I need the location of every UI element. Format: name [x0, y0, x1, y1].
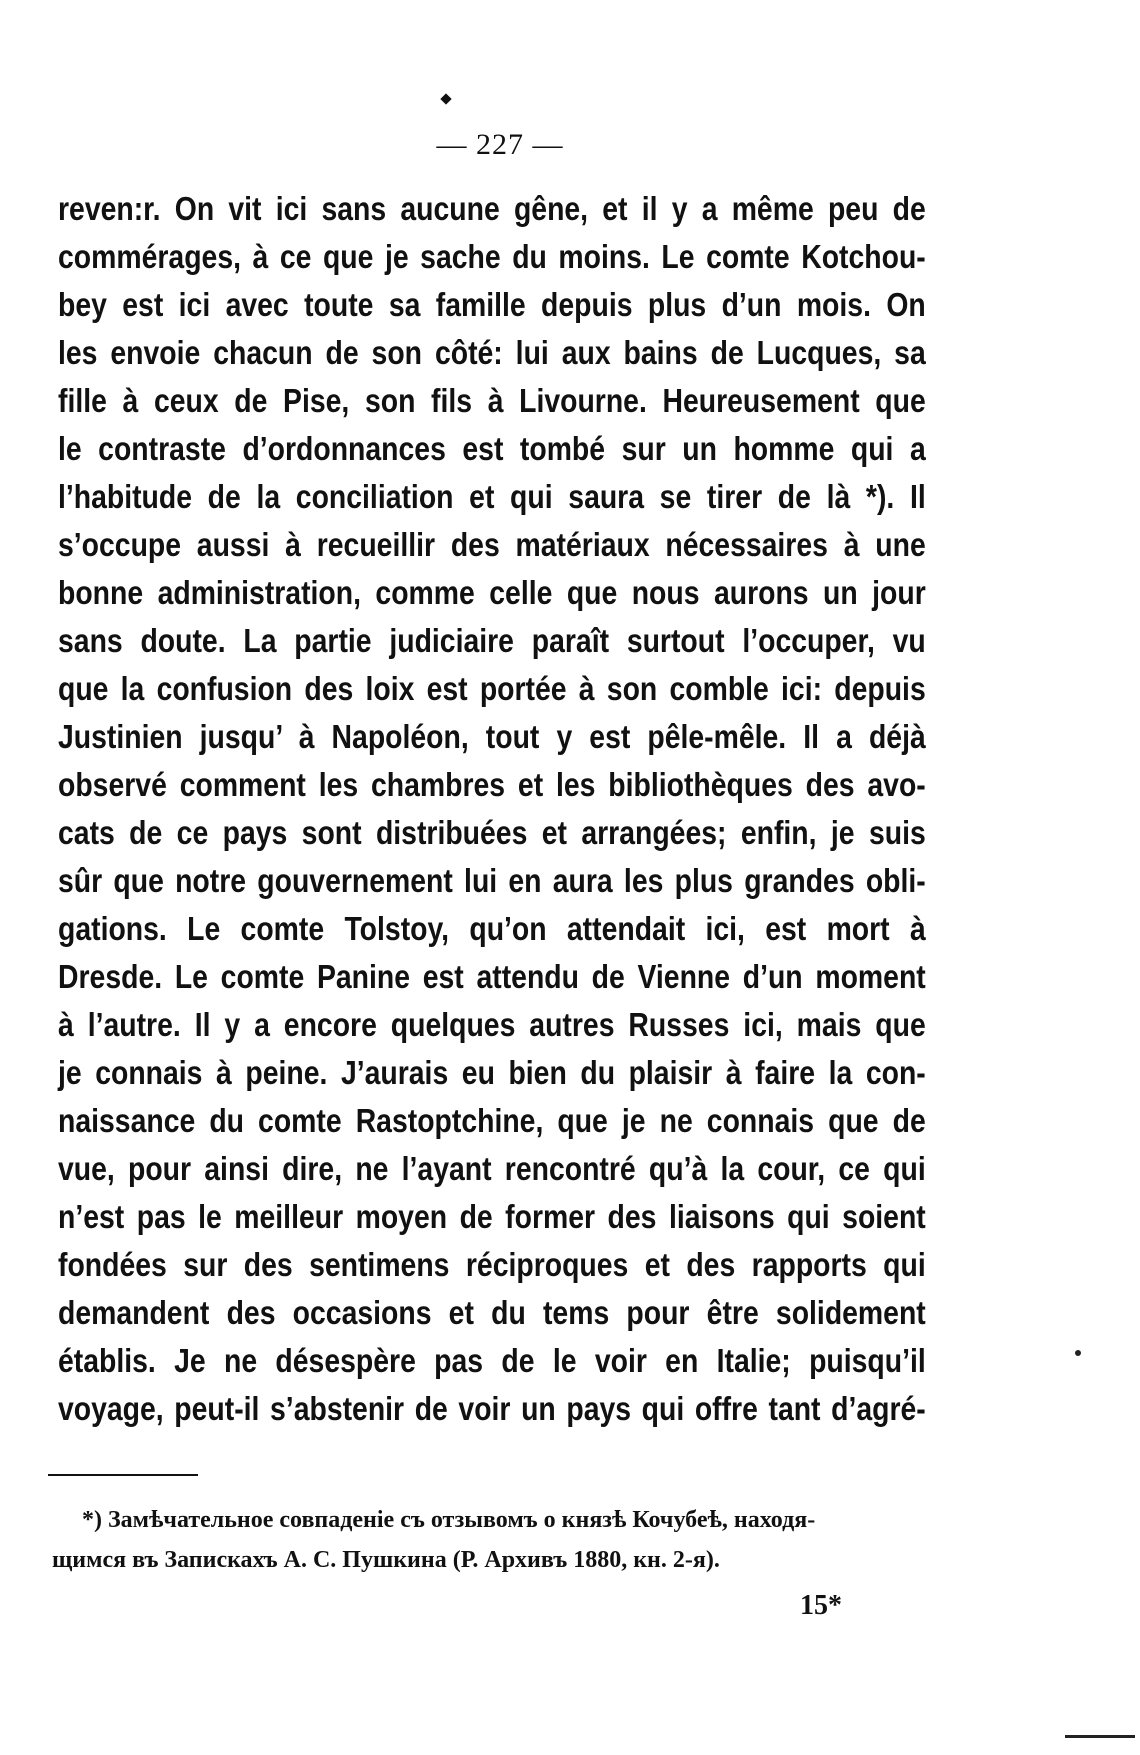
text-line: sans doute. La partie judiciaire paraît surtout l’occuper, vu	[58, 622, 926, 659]
text-line: que la confusion des loix est portée à son comble ici: depuis	[58, 670, 926, 707]
text-line: demandent des occasions et du tems pour être solidement	[58, 1294, 926, 1331]
text-line: sûr que notre gouvernement lui en aura les plus grandes obli-	[58, 862, 926, 899]
body-text	[58, 185, 926, 1433]
footnote-line: *) Замѣчательное совпаденіе съ отзывомъ о князѣ Кочубеѣ, находя-	[82, 1507, 816, 1533]
text-line: s’occupe aussi à recueillir des matériaux nécessaires à une	[58, 526, 926, 563]
text-line: établis. Je ne désespère pas de le voir en Italie; puisqu’il	[58, 1342, 926, 1379]
text-line: observé comment les chambres et les bibliothèques des avo-	[58, 766, 926, 803]
text-line: bey est ici avec toute sa famille depuis plus d’un mois. On	[58, 286, 926, 323]
text-line: l’habitude de la conciliation et qui saura se tirer de là *). Il	[58, 478, 926, 515]
text-line: Dresde. Le comte Panine est attendu de Vienne d’un moment	[58, 958, 926, 995]
signature-mark: 15*	[800, 1590, 842, 1621]
text-line: vue, pour ainsi dire, ne l’ayant rencontré qu’à la cour, ce qui	[58, 1150, 926, 1187]
text-line: voyage, peut-il s’abstenir de voir un pays qui offre tant d’agré-	[58, 1390, 926, 1427]
text-line: bonne administration, comme celle que nous aurons un jour	[58, 574, 926, 611]
text-line: n’est pas le meilleur moyen de former des liaisons qui soient	[58, 1198, 926, 1235]
text-line: fille à ceux de Pise, son fils à Livourne. Heureusement que	[58, 382, 926, 419]
margin-dash	[1065, 1735, 1135, 1738]
margin-dot	[1075, 1350, 1081, 1356]
text-line: le contraste d’ordonnances est tombé sur un homme qui a	[58, 430, 926, 467]
text-line: Justinien jusqu’ à Napoléon, tout y est pêle-mêle. Il a déjà	[58, 718, 926, 755]
ink-speck	[440, 93, 451, 104]
text-line: reven:r. On vit ici sans aucune gêne, et il y a même peu de	[58, 190, 926, 227]
page-number: — 227 —	[436, 128, 564, 161]
footnote	[52, 1500, 932, 1580]
text-line: à l’autre. Il y a encore quelques autres Russes ici, mais que	[58, 1006, 926, 1043]
footnote-line: щимся въ Запискахъ А. С. Пушкина (Р. Архивъ 1880, кн. 2-я).	[52, 1547, 720, 1573]
text-line: cats de ce pays sont distribuées et arrangées; enfin, je suis	[58, 814, 926, 851]
text-line: commérages, à ce que je sache du moins. Le comte Kotchou-	[58, 238, 926, 275]
text-line: je connais à peine. J’aurais eu bien du plaisir à faire la con-	[58, 1054, 926, 1091]
footnote-divider	[48, 1474, 198, 1476]
text-line: les envoie chacun de son côté: lui aux bains de Lucques, sa	[58, 334, 926, 371]
text-line: gations. Le comte Tolstoy, qu’on attendait ici, est mort à	[58, 910, 926, 947]
text-line: naissance du comte Rastoptchine, que je ne connais que de	[58, 1102, 926, 1139]
text-line: fondées sur des sentimens réciproques et des rapports qui	[58, 1246, 926, 1283]
